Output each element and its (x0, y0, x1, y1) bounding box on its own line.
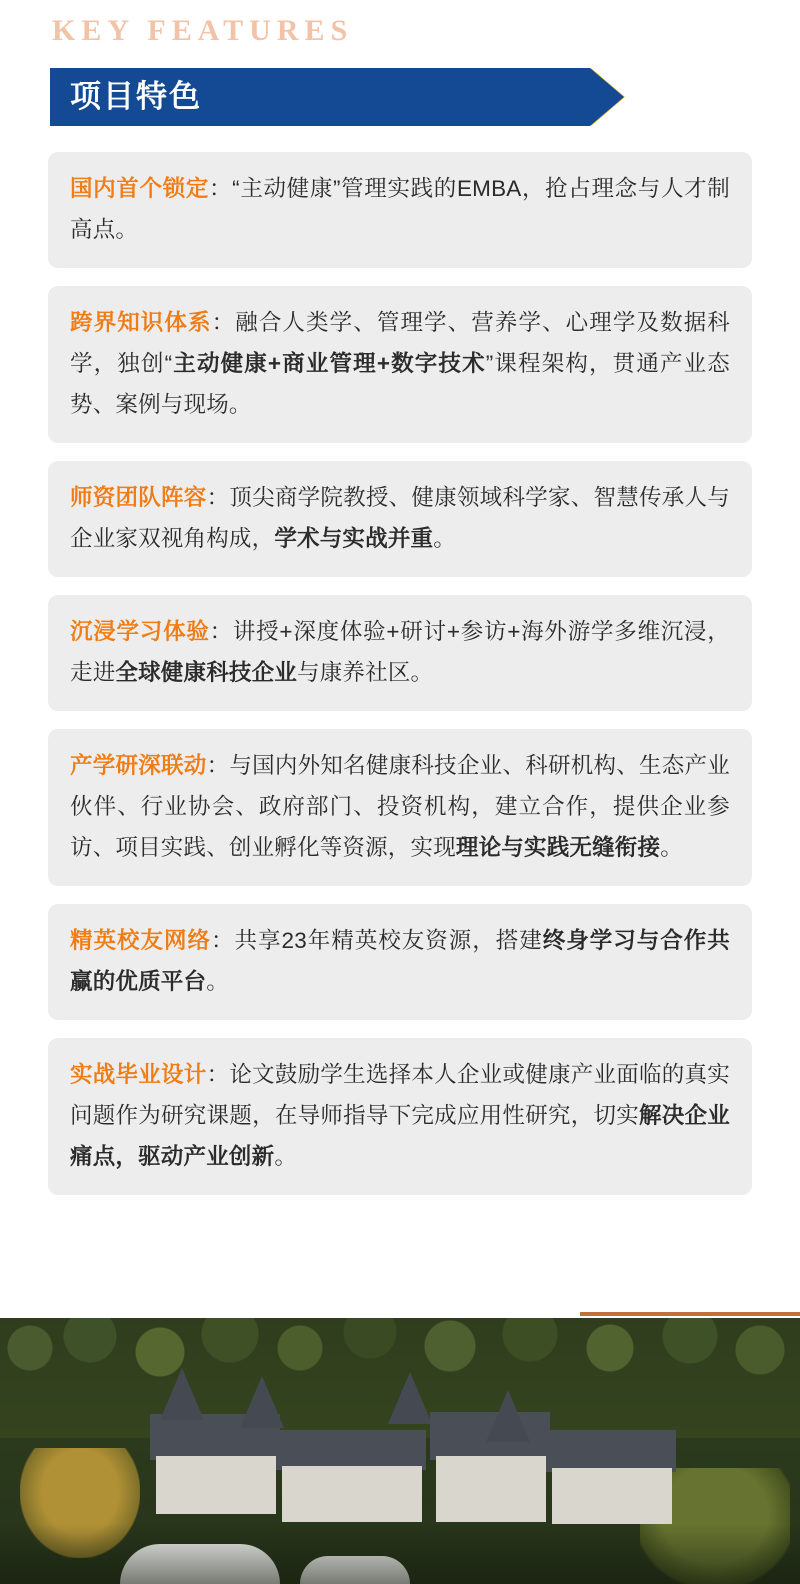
photo-building-b (282, 1466, 422, 1522)
feature-text (70, 168, 730, 250)
feature-body: ：顶尖商学院教授、健康领域科学家、智慧传承人与企业家双视角构成， (70, 485, 730, 551)
feature-emphasis: 全球健康科技企业 (115, 660, 298, 685)
feature-card (48, 152, 752, 268)
accent-rule (580, 1312, 800, 1316)
feature-body: ：“主动健康”管理实践的EMBA，抢占理念与人才制高点。 (70, 176, 730, 242)
feature-body: ：融合人类学、管理学、营养学、心理学及数据科学，独创“ (70, 310, 730, 376)
photo-building-d (552, 1468, 672, 1524)
feature-body: ：共享23年精英校友资源，搭建 (211, 928, 543, 953)
feature-text (70, 477, 730, 559)
feature-body: 。 (206, 969, 229, 994)
feature-text (70, 920, 730, 1002)
photo-spire-d (486, 1390, 530, 1442)
feature-body: ：论文鼓励学生选择本人企业或健康产业面临的真实问题作为研究课题，在导师指导下完成应用性研究，切实 (70, 1062, 730, 1128)
feature-body: ：讲授+深度体验+研讨+参访+海外游学多维沉浸，走进 (70, 619, 730, 685)
feature-text (70, 1054, 730, 1177)
feature-card (48, 904, 752, 1020)
photo-spire-b (240, 1376, 284, 1428)
banner-arrow-blue (590, 68, 624, 126)
feature-text (70, 611, 730, 693)
feature-body: 。 (433, 526, 456, 551)
feature-emphasis: 终身学习与合作共赢的优质平台 (70, 928, 730, 994)
feature-label: 精英校友网络 (70, 928, 212, 953)
feature-text (70, 745, 730, 868)
feature-label: 师资团队阵容 (70, 485, 207, 510)
feature-body: ：与国内外知名健康科技企业、科研机构、生态产业伙伴、行业协会、政府部门、投资机构，建立合作，提供企业参访、项目实践、创业孵化等资源，实现 (70, 753, 730, 860)
photo-roof-d (546, 1430, 676, 1472)
photo-roof-b (276, 1430, 426, 1470)
photo-building-a (156, 1456, 276, 1514)
feature-body: ”课程架构，贯通产业态势、案例与现场。 (70, 351, 730, 417)
feature-card (48, 461, 752, 577)
feature-label: 产学研深联动 (70, 753, 207, 778)
feature-body: 与康养社区。 (297, 660, 434, 685)
feature-emphasis: 主动健康+商业管理+数字技术 (172, 351, 486, 376)
feature-label: 沉浸学习体验 (70, 619, 210, 644)
feature-emphasis: 理论与实践无缝衔接 (455, 835, 661, 860)
feature-text (70, 302, 730, 425)
photo-building-c (436, 1456, 546, 1522)
feature-label: 实战毕业设计 (70, 1062, 207, 1087)
campus-photo (0, 1318, 800, 1584)
feature-body: 。 (660, 835, 683, 860)
feature-card (48, 729, 752, 886)
photo-bottom-shade (0, 1524, 800, 1584)
feature-card (48, 595, 752, 711)
eyebrow-heading: KEY FEATURES (52, 14, 354, 47)
photo-spire-c (388, 1372, 432, 1424)
feature-label: 跨界知识体系 (70, 310, 212, 335)
photo-spire-a (160, 1368, 204, 1420)
feature-card (48, 1038, 752, 1195)
feature-emphasis: 学术与实战并重 (274, 526, 434, 551)
feature-body: 。 (274, 1144, 298, 1169)
feature-card (48, 286, 752, 443)
page-title: 项目特色 (70, 79, 202, 114)
feature-emphasis: 解决企业痛点，驱动产业创新 (70, 1103, 730, 1169)
section-title-banner (50, 68, 625, 126)
feature-list (48, 152, 752, 1213)
feature-label: 国内首个锁定 (70, 176, 209, 201)
